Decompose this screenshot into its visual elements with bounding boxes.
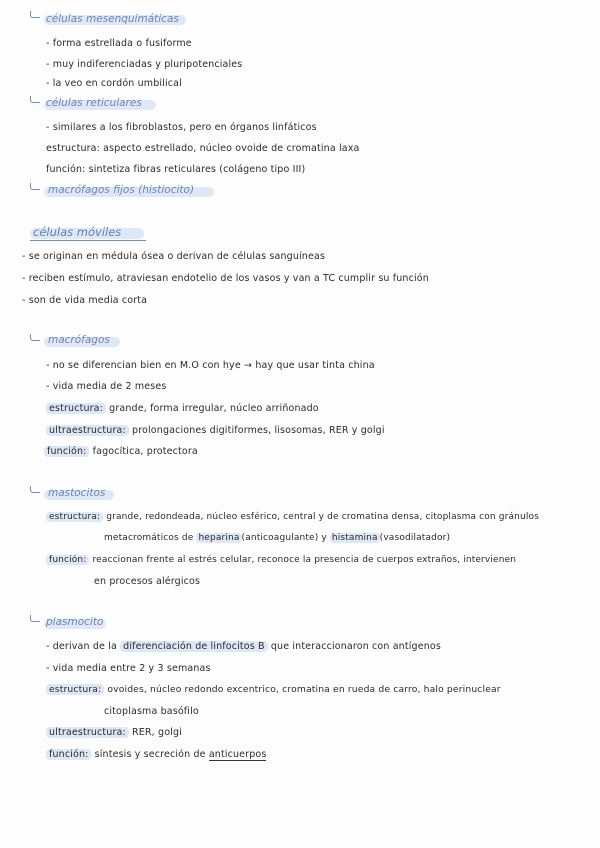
heading-macrofagos-fijos: macrófagos fijos (histiocito) [48,184,195,196]
text-line: - se originan en médula ósea o derivan de células sanguíneas [22,251,326,262]
structure-line: estructura: grande, redondeada, núcleo esférico, central y de cromatina densa, citoplasma con gránulos [46,512,539,522]
highlight-linfocitos: diferenciación de linfocitos B [120,641,268,652]
branch-arrow-icon [30,183,40,190]
ultrastructure-line: ultraestructura: RER, golgi [46,727,182,738]
ultrastructure-line: ultraestructura: prolongaciones digitiformes, lisosomas, RER y golgi [46,425,385,436]
text-line: - muy indiferenciadas y pluripotenciales [46,59,243,70]
text-line: metacromáticos de heparina (anticoagulante) y histamina (vasodilatador) [104,533,451,543]
text-line: función: sintetiza fibras reticulares (colágeno tipo III) [46,164,306,175]
heading-mesenquimaticas: células mesenquimáticas [46,13,179,25]
branch-arrow-icon [30,486,40,493]
highlight-heparina: heparina [198,533,240,543]
label-estructura: estructura: [46,512,103,522]
text-line: - derivan de la diferenciación de linfocitos B que interaccionaron con antígenos [46,641,441,652]
highlight-histamina: histamina [331,533,378,543]
text-line: - son de vida media corta [22,295,148,306]
function-line: función: reaccionan frente al estrés celular, reconoce la presencia de cuerpos extraños, intervienen [46,555,516,565]
structure-line: estructura: grande, forma irregular, núcleo arriñonado [46,403,319,414]
heading-mastocitos: mastocitos [48,487,106,499]
heading-reticulares: células reticulares [46,97,142,109]
text-line: - vida media entre 2 y 3 semanas [46,663,211,674]
label-ultraestructura: ultraestructura: [46,425,129,436]
text-line: - la veo en cordón umbilical [46,78,182,89]
branch-arrow-icon [30,334,40,341]
text-line: - similares a los fibroblastos, pero en órganos linfáticos [46,122,317,133]
branch-arrow-icon [30,11,40,18]
heading-macrofagos: macrófagos [48,334,110,346]
text-line: - reciben estímulo, atraviesan endotelio de los vasos y van a TC cumplir su función [22,273,429,284]
text-line: citoplasma basófilo [104,706,199,717]
heading-plasmocito: plasmocito [46,616,104,628]
heading-moviles: células móviles [33,225,122,239]
label-funcion: función: [44,446,89,457]
function-line: función: síntesis y secreción de anticuerpos [46,749,266,760]
label-ultraestructura: ultraestructura: [46,727,129,738]
branch-arrow-icon [30,615,40,622]
label-funcion: función: [46,749,91,760]
underlined-anticuerpos: anticuerpos [208,749,267,760]
heading-underline [30,240,146,241]
label-estructura: estructura: [46,403,106,414]
branch-arrow-icon [30,96,40,103]
text-line: - vida media de 2 meses [46,381,167,392]
label-funcion: función: [46,555,89,565]
function-line: función: fagocítica, protectora [44,446,198,457]
text-line: - no se diferencian bien en M.O con hye → hay que usar tinta china [46,360,375,371]
text-line: estructura: aspecto estrellado, núcleo ovoide de cromatina laxa [46,143,360,154]
text-line: en procesos alérgicos [94,576,201,587]
structure-line: estructura: ovoides, núcleo redondo excentrico, cromatina en rueda de carro, halo perinuclear [46,684,501,695]
text-line: - forma estrellada o fusiforme [46,38,192,49]
label-estructura: estructura: [46,684,104,695]
